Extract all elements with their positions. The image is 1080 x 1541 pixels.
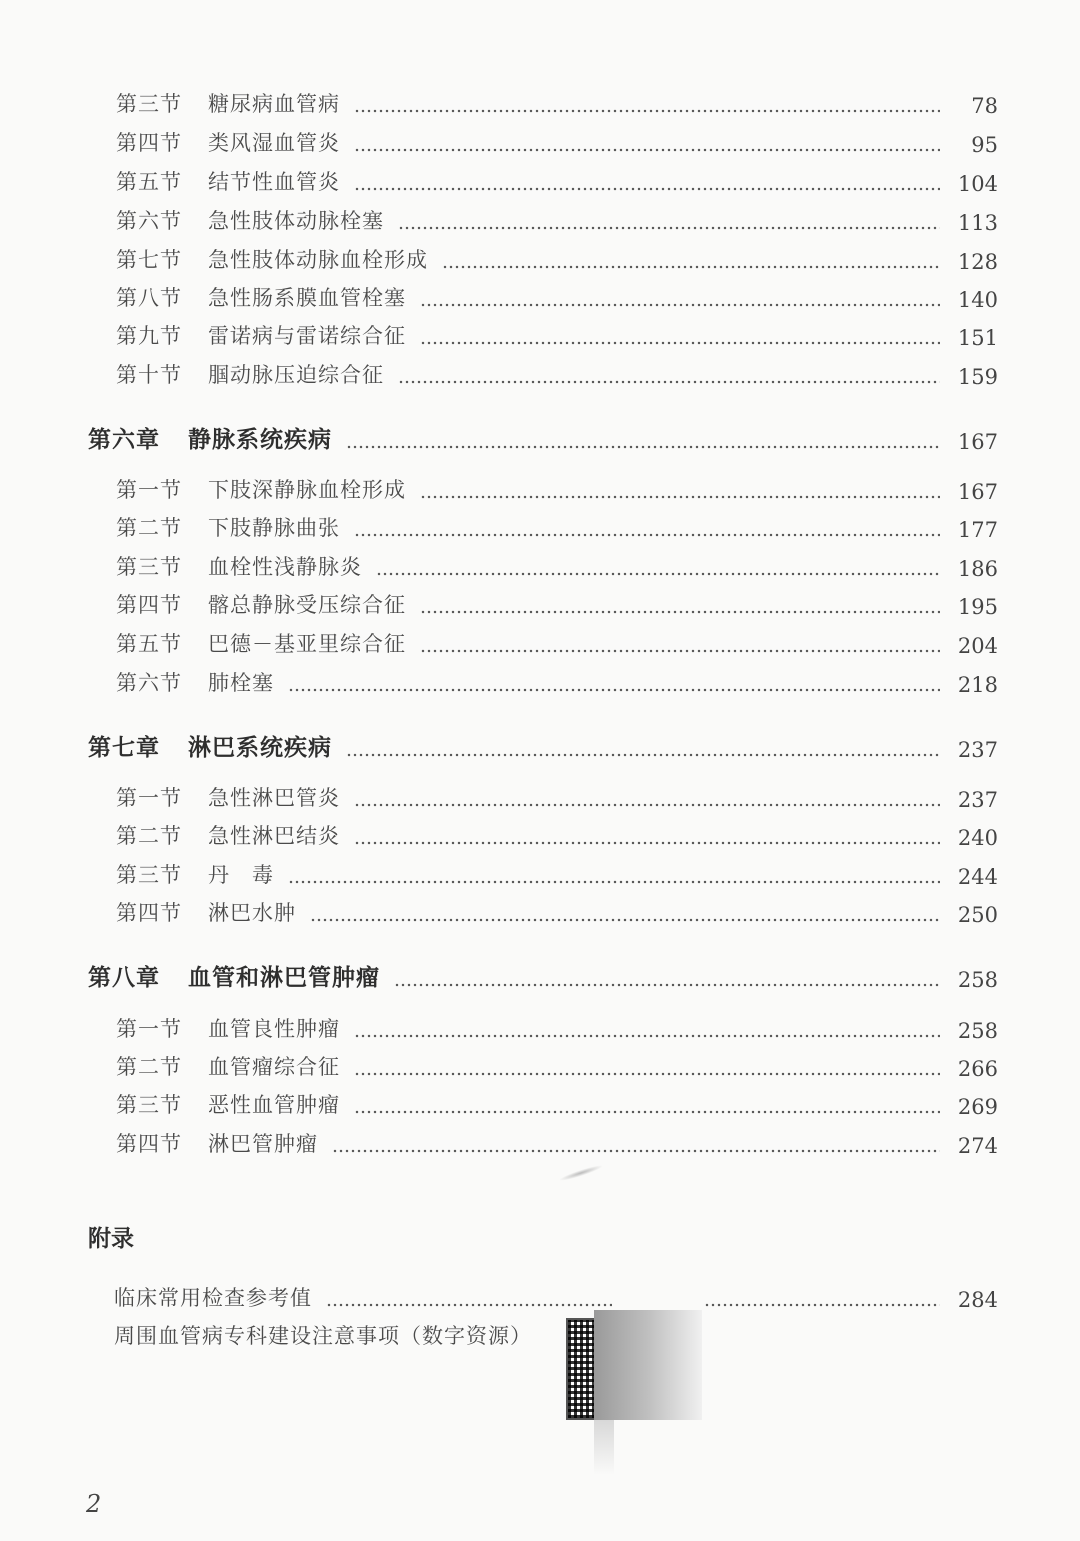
page-number: 250 [957,903,998,927]
section-title: 结节性血管炎 [208,170,340,194]
toc-entry [116,125,998,157]
section-number: 第三节 [116,555,182,579]
section-number: 第三节 [116,863,182,887]
section-number: 第四节 [116,593,182,617]
redaction-blur [594,1310,702,1420]
dot-leader [354,533,940,537]
dot-leader [332,1149,940,1153]
toc-chapter [88,422,998,454]
toc-entry [116,626,998,658]
toc-entry [116,549,998,581]
section-title: 急性肢体动脉血栓形成 [208,248,428,272]
section-number: 第四节 [116,131,182,155]
page-number: 266 [957,1057,998,1081]
dot-leader [310,918,940,922]
toc-entry [116,510,998,542]
page-number: 218 [957,673,998,697]
section-title: 腘动脉压迫综合征 [208,363,384,387]
dot-leader [354,1110,940,1114]
section-title: 淋巴水肿 [208,901,296,925]
toc-entry [116,1011,998,1043]
toc-chapter [88,730,998,762]
dot-leader [288,880,940,884]
dot-leader [420,495,940,499]
section-number: 第六节 [116,671,182,695]
footer-page-number: 2 [86,1490,102,1518]
dot-leader [398,226,940,230]
toc-entry [116,818,998,850]
dot-leader [354,109,940,113]
section-number: 第二节 [116,824,182,848]
dot-leader [354,148,940,152]
dot-leader [354,1072,940,1076]
section-title: 急性肠系膜血管栓塞 [208,286,406,310]
section-number: 第五节 [116,170,182,194]
toc-entry [116,86,998,118]
section-number: 第一节 [116,786,182,810]
appendix-item-title: 周围血管病专科建设注意事项（数字资源） [114,1324,532,1348]
section-number: 第一节 [116,478,182,502]
page-number: 151 [957,326,998,350]
chapter-title: 淋巴系统疾病 [188,734,332,761]
dot-leader [420,649,940,653]
section-title: 淋巴管肿瘤 [208,1132,318,1156]
section-title: 下肢静脉曲张 [208,516,340,540]
page-number: 113 [957,211,998,235]
section-number: 第一节 [116,1017,182,1041]
page-number: 269 [957,1095,998,1119]
page-number: 104 [957,172,998,196]
toc-entry [116,1049,998,1081]
scan-smudge [558,1163,604,1183]
page-number: 258 [957,968,998,992]
page-number: 258 [957,1019,998,1043]
section-title: 肺栓塞 [208,671,274,695]
section-title: 髂总静脉受压综合征 [208,593,406,617]
redaction-blur [594,1420,614,1475]
toc-entry [116,164,998,196]
toc-entry [116,472,998,504]
dot-leader [442,265,940,269]
section-title: 急性淋巴结炎 [208,824,340,848]
section-number: 第八节 [116,286,182,310]
section-number: 第四节 [116,901,182,925]
chapter-title: 血管和淋巴管肿瘤 [188,964,380,991]
chapter-title: 静脉系统疾病 [188,426,332,453]
dot-leader [394,983,940,987]
section-title: 雷诺病与雷诺综合征 [208,324,406,348]
page-number: 195 [957,595,998,619]
section-title: 急性淋巴管炎 [208,786,340,810]
toc-entry [116,780,998,812]
page-number: 167 [957,430,998,454]
page-number: 284 [957,1288,998,1312]
page-number: 78 [971,94,998,118]
page-number: 167 [957,480,998,504]
appendix-heading: 附录 [88,1225,134,1252]
dot-leader [376,572,940,576]
dot-leader [354,841,940,845]
toc-entry [116,242,998,274]
page-number: 274 [957,1134,998,1158]
dot-leader [420,341,940,345]
appendix-item-title: 临床常用检查参考值 [114,1286,312,1310]
dot-leader [288,688,940,692]
section-number: 第二节 [116,1055,182,1079]
section-title: 恶性血管肿瘤 [208,1093,340,1117]
scan-artifact [612,1280,704,1310]
dot-leader [346,445,940,449]
dot-leader [420,303,940,307]
toc-entry [116,587,998,619]
toc-entry [116,318,998,350]
section-title: 血管良性肿瘤 [208,1017,340,1041]
page-number: 186 [957,557,998,581]
section-title: 下肢深静脉血栓形成 [208,478,406,502]
chapter-number: 第六章 [88,426,160,453]
page-number: 240 [957,826,998,850]
dot-leader [354,1034,940,1038]
toc-chapter [88,960,998,992]
section-title: 糖尿病血管病 [208,92,340,116]
dot-leader [420,610,940,614]
page-number: 128 [957,250,998,274]
toc-entry [116,1126,998,1158]
section-number: 第五节 [116,632,182,656]
dot-leader [398,380,940,384]
page-number: 244 [957,865,998,889]
chapter-number: 第八章 [88,964,160,991]
chapter-number: 第七章 [88,734,160,761]
section-title: 巴德－基亚里综合征 [208,632,406,656]
toc-entry [116,280,998,312]
section-number: 第十节 [116,363,182,387]
page-number: 237 [957,788,998,812]
page-number: 159 [957,365,998,389]
section-title: 血管瘤综合征 [208,1055,340,1079]
toc-entry [116,665,998,697]
toc-entry [116,1087,998,1119]
section-number: 第七节 [116,248,182,272]
section-number: 第四节 [116,1132,182,1156]
section-number: 第六节 [116,209,182,233]
toc-entry [114,1280,998,1312]
toc-entry [116,857,998,889]
dot-leader [346,753,940,757]
section-number: 第二节 [116,516,182,540]
toc-entry [116,203,998,235]
section-title: 丹 毒 [208,863,274,887]
dot-leader [354,803,940,807]
page-number: 177 [957,518,998,542]
page-number: 140 [957,288,998,312]
section-title: 急性肢体动脉栓塞 [208,209,384,233]
section-number: 第三节 [116,1093,182,1117]
dot-leader [354,187,940,191]
section-title: 类风湿血管炎 [208,131,340,155]
page-number: 237 [957,738,998,762]
toc-entry [116,895,998,927]
section-number: 第九节 [116,324,182,348]
page-number: 95 [971,133,998,157]
section-number: 第三节 [116,92,182,116]
section-title: 血栓性浅静脉炎 [208,555,362,579]
page-number: 204 [957,634,998,658]
toc-entry [114,1318,564,1350]
toc-entry [116,357,998,389]
